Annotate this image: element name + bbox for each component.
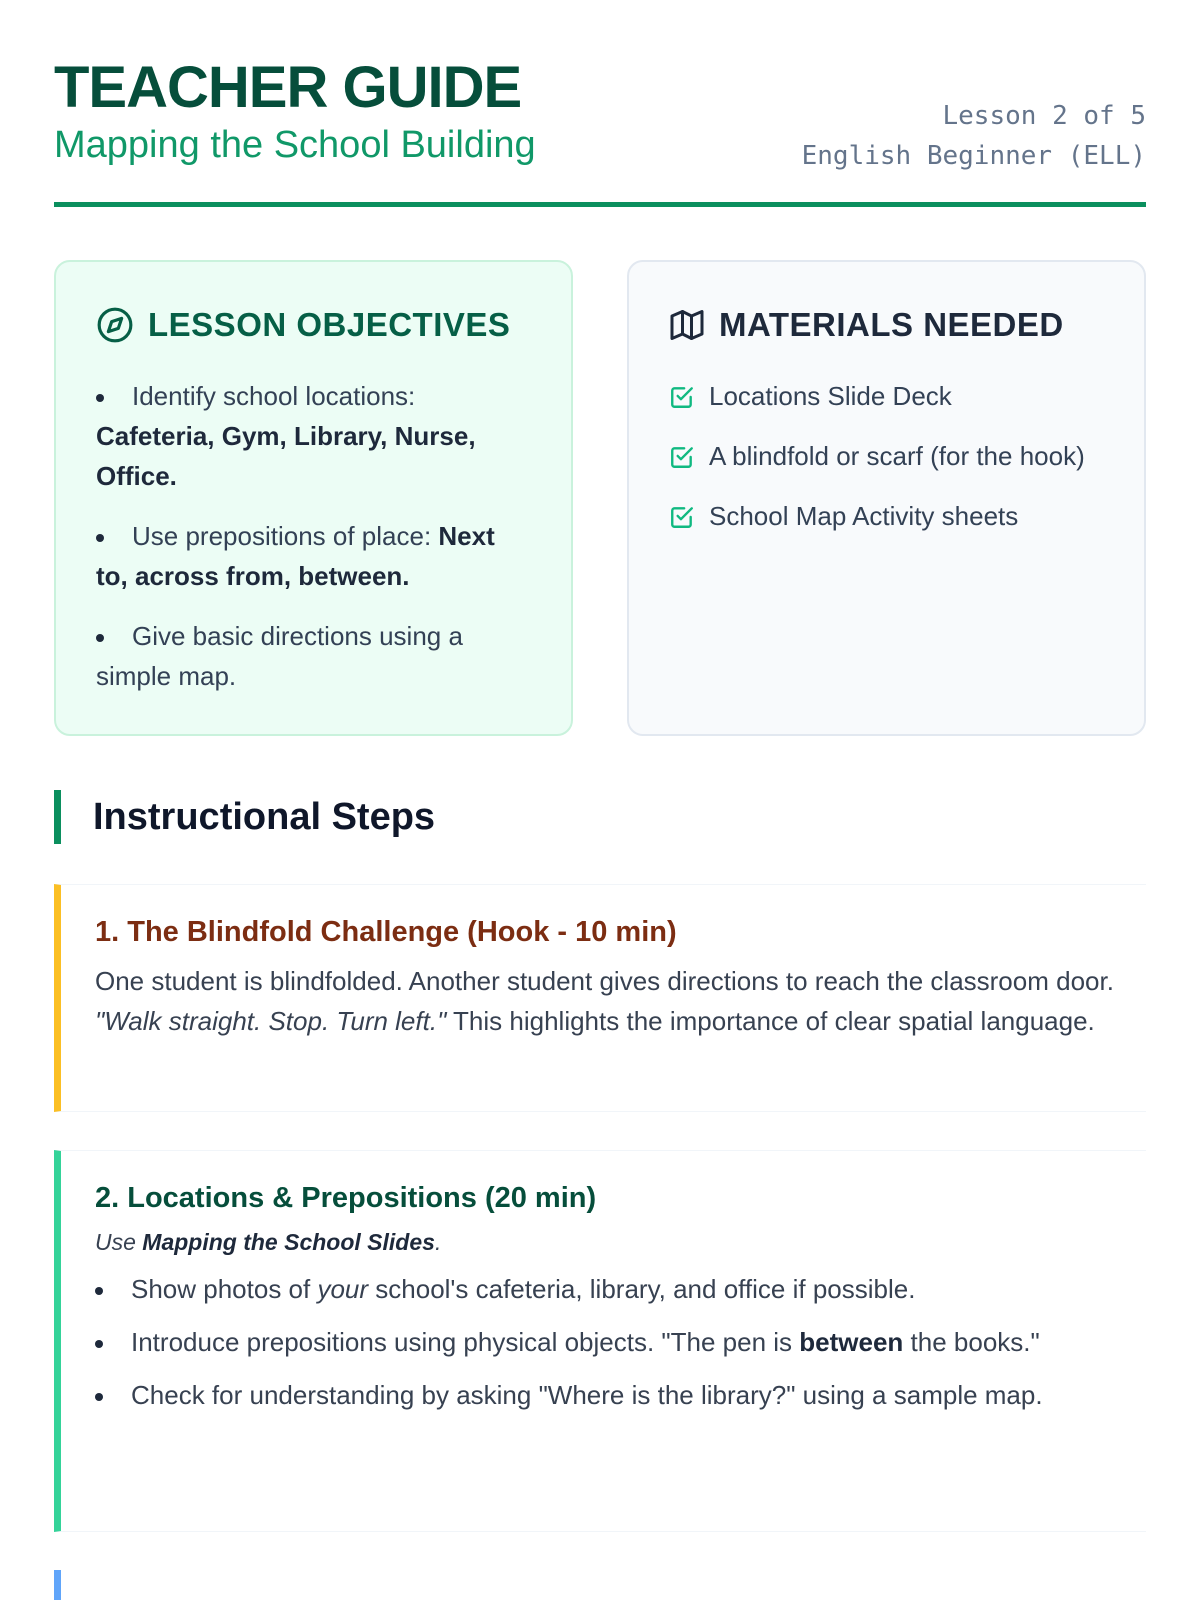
material-item: A blindfold or scarf (for the hook)	[669, 436, 1104, 476]
objective-item: Give basic directions using a simple map.	[96, 621, 463, 691]
objectives-title: LESSON OBJECTIVES	[148, 306, 511, 343]
objectives-list	[96, 376, 531, 696]
step-title: 1. The Blindfold Challenge (Hook - 10 min)	[95, 916, 677, 948]
material-item: School Map Activity sheets	[669, 496, 1104, 536]
list-item: Show photos of your school's cafeteria, library, and office if possible.	[95, 1269, 1118, 1309]
objectives-header	[96, 304, 531, 346]
step-title: 2. Locations & Prepositions (20 min)	[95, 1182, 597, 1214]
materials-header	[669, 304, 1104, 346]
materials-title: MATERIALS NEEDED	[719, 306, 1064, 343]
materials-list	[669, 376, 1104, 536]
page-header	[54, 0, 1146, 207]
step-body: One student is blindfolded. Another student gives directions to reach the classroom door. "Walk straight. Stop. Turn left." This highlights the importance of clear spatial language.	[95, 966, 1114, 1036]
step-note: Use Mapping the School Slides.	[95, 1229, 442, 1255]
checkbox-checked-icon	[669, 504, 695, 530]
step-list	[95, 1269, 1118, 1415]
checkbox-checked-icon	[669, 444, 695, 470]
page-subtitle: Mapping the School Building	[54, 124, 536, 166]
material-item: Locations Slide Deck	[669, 376, 1104, 416]
list-item: Check for understanding by asking "Where is the library?" using a sample map.	[95, 1375, 1118, 1415]
lesson-meta	[802, 96, 1146, 176]
lesson-level: English Beginner (ELL)	[801, 141, 1146, 171]
objective-item: Identify school locations: Cafeteria, Gym, Library, Nurse, Office.	[96, 381, 476, 491]
page-title: TEACHER GUIDE	[54, 55, 522, 120]
step-card	[54, 1150, 1146, 1532]
compass-icon	[96, 306, 134, 344]
map-icon	[669, 307, 705, 343]
objective-item: Use prepositions of place: Next to, across from, between.	[96, 521, 495, 591]
info-cards	[54, 260, 1146, 736]
objectives-card	[54, 260, 573, 736]
lesson-number: Lesson 2 of 5	[942, 101, 1146, 131]
step-card-partial	[54, 1570, 1146, 1600]
section-title: Instructional Steps	[54, 790, 435, 844]
step-card	[54, 884, 1146, 1112]
materials-card	[627, 260, 1146, 736]
list-item: Introduce prepositions using physical objects. "The pen is between the books."	[95, 1322, 1118, 1362]
checkbox-checked-icon	[669, 384, 695, 410]
